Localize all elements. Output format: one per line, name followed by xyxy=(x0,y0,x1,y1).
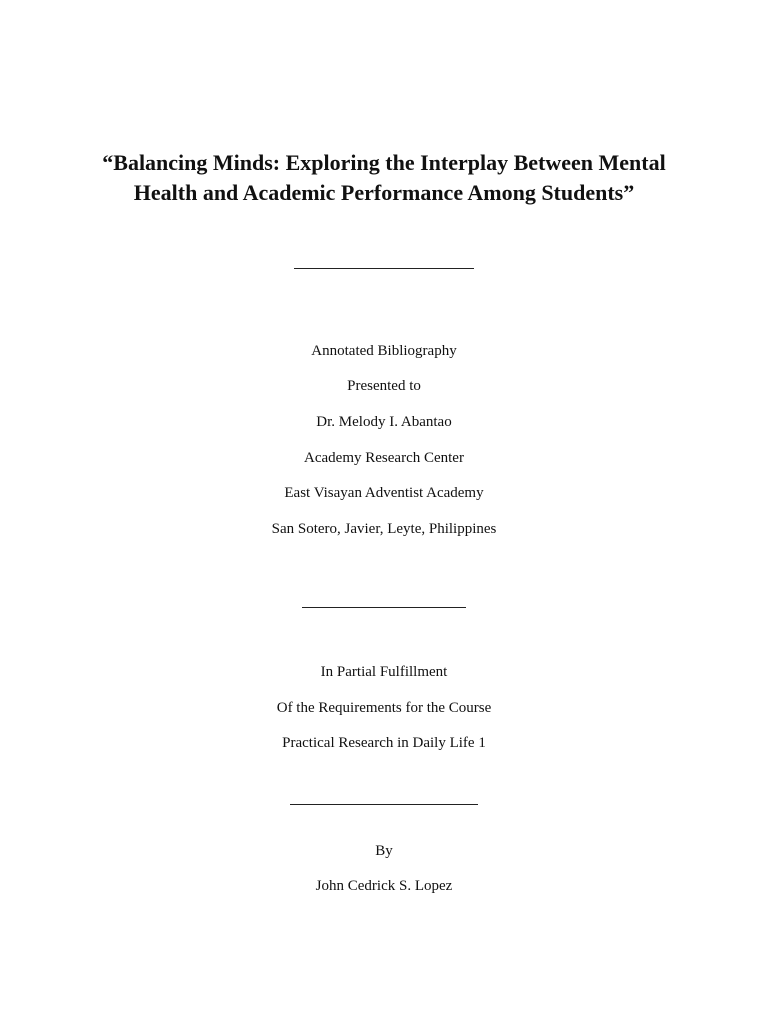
school-address: San Sotero, Javier, Leyte, Philippines xyxy=(271,521,497,537)
research-center: Academy Research Center xyxy=(304,450,464,466)
fulfillment-line-1: In Partial Fulfillment xyxy=(320,664,448,680)
document-type: Annotated Bibliography xyxy=(311,343,457,359)
page-title xyxy=(60,148,708,208)
divider-1 xyxy=(294,268,474,269)
divider-2 xyxy=(302,607,466,608)
fulfillment-line-2: Of the Requirements for the Course xyxy=(276,700,492,716)
course-name: Practical Research in Daily Life 1 xyxy=(282,735,486,751)
school-name: East Visayan Adventist Academy xyxy=(284,485,484,501)
presented-to-label: Presented to xyxy=(347,378,421,394)
instructor-name: Dr. Melody I. Abantao xyxy=(316,414,452,430)
title-line-1: “Balancing Minds: Exploring the Interplay Between Mental xyxy=(102,150,666,175)
author-name: John Cedrick S. Lopez xyxy=(315,878,453,894)
by-label: By xyxy=(375,843,393,859)
title-line-2: Health and Academic Performance Among Students” xyxy=(133,180,635,205)
divider-3 xyxy=(290,804,478,805)
